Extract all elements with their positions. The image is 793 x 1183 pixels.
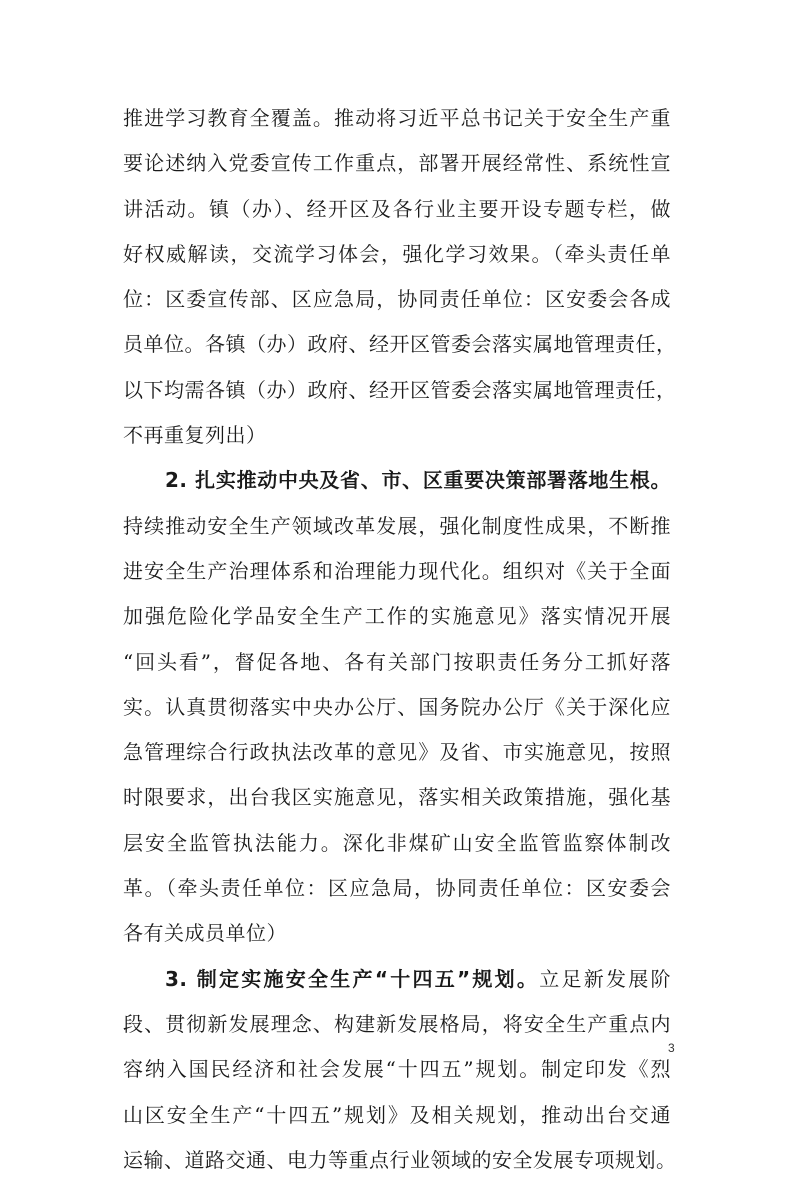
text-line: 好权威解读，交流学习体会，强化学习效果。（牵头责任单 bbox=[123, 241, 671, 266]
page-number: 3 bbox=[668, 1041, 675, 1055]
text-line: 立足新发展阶 bbox=[539, 966, 672, 991]
text-line: “回头看”，督促各地、各有关部门按职责任务分工抓好落 bbox=[123, 649, 671, 674]
text-line: 各有关成员单位） bbox=[123, 921, 287, 946]
text-line: 员单位。各镇（办）政府、经开区管委会落实属地管理责任， bbox=[123, 332, 677, 357]
text-line: 实。认真贯彻落实中央办公厅、国务院办公厅《关于深化应 bbox=[123, 694, 671, 719]
text-line: 层安全监管执法能力。深化非煤矿山安全监管监察体制改 bbox=[123, 830, 671, 855]
section-heading-3: 3. 制定实施安全生产“十四五”规划。 bbox=[165, 966, 540, 991]
section-heading-2: 2. 扎实推动中央及省、市、区重要决策部署落地生根。 bbox=[165, 468, 671, 493]
text-line: 加强危险化学品安全生产工作的实施意见》落实情况开展 bbox=[123, 604, 671, 629]
text-line: 时限要求，出台我区实施意见，落实相关政策措施，强化基 bbox=[123, 785, 671, 810]
text-line: 持续推动安全生产领域改革发展，强化制度性成果，不断推 bbox=[123, 513, 671, 538]
text-line: 革。（牵头责任单位：区应急局，协同责任单位：区安委会 bbox=[123, 876, 671, 901]
text-line: 山区安全生产“十四五”规划》及相关规划，推动出台交通 bbox=[123, 1102, 671, 1127]
text-line: 以下均需各镇（办）政府、经开区管委会落实属地管理责任， bbox=[123, 377, 677, 402]
text-line: 讲活动。镇（办）、经开区及各行业主要开设专题专栏，做 bbox=[123, 196, 671, 221]
text-line: 要论述纳入党委宣传工作重点，部署开展经常性、系统性宣 bbox=[123, 151, 671, 176]
text-line: 段、贯彻新发展理念、构建新发展格局，将安全生产重点内 bbox=[123, 1011, 671, 1036]
text-line: 不再重复列出） bbox=[123, 423, 267, 448]
text-line: 位：区委宣传部、区应急局，协同责任单位：区安委会各成 bbox=[123, 287, 671, 312]
section-heading-3-line bbox=[123, 957, 671, 1002]
document-page bbox=[123, 96, 677, 1183]
text-line: 运输、道路交通、电力等重点行业领域的安全发展专项规划。 bbox=[123, 1147, 677, 1172]
text-line: 容纳入国民经济和社会发展“十四五”规划。制定印发《烈 bbox=[123, 1057, 671, 1082]
text-line: 进安全生产治理体系和治理能力现代化。组织对《关于全面 bbox=[123, 558, 671, 583]
text-line: 推进学习教育全覆盖。推动将习近平总书记关于安全生产重 bbox=[123, 106, 671, 130]
text-line: 急管理综合行政执法改革的意见》及省、市实施意见，按照 bbox=[123, 740, 671, 765]
